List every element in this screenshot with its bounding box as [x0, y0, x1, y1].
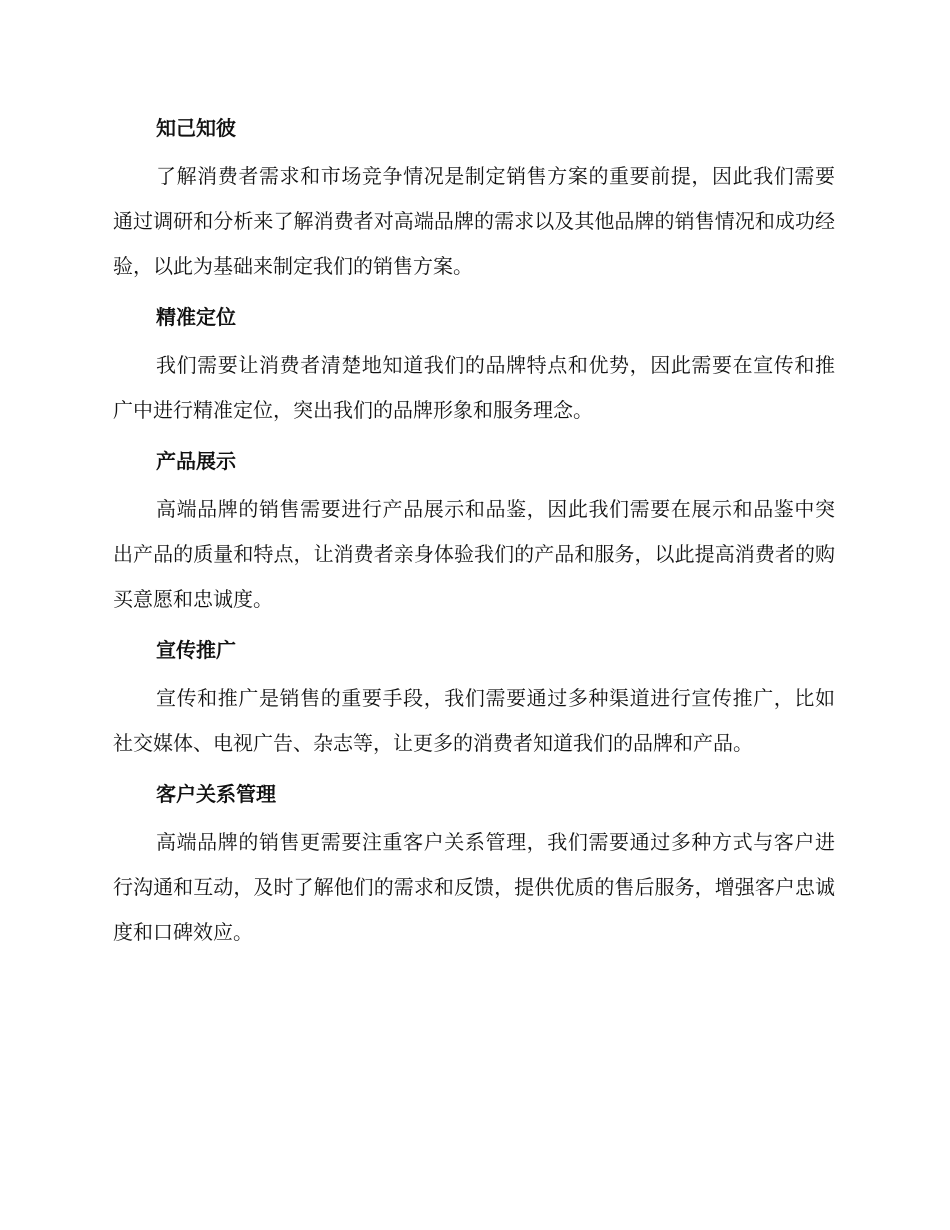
section-paragraph: 我们需要让消费者清楚地知道我们的品牌特点和优势，因此需要在宣传和推广中进行精准定位，突出我们的品牌形象和服务理念。	[113, 353, 835, 422]
section-heading: 知己知彼	[156, 116, 236, 140]
section-paragraph: 宣传和推广是销售的重要手段，我们需要通过多种渠道进行宣传推广，比如社交媒体、电视广告、杂志等，让更多的消费者知道我们的品牌和产品。	[113, 686, 835, 755]
section-heading: 宣传推广	[156, 638, 236, 662]
section-heading: 客户关系管理	[156, 782, 276, 806]
section-heading: 产品展示	[156, 449, 236, 473]
section-paragraph: 了解消费者需求和市场竞争情况是制定销售方案的重要前提，因此我们需要通过调研和分析来了解消费者对高端品牌的需求以及其他品牌的销售情况和成功经验，以此为基础来制定我们的销售方案。	[113, 164, 835, 278]
section-paragraph: 高端品牌的销售需要进行产品展示和品鉴，因此我们需要在展示和品鉴中突出产品的质量和特点，让消费者亲身体验我们的产品和服务，以此提高消费者的购买意愿和忠诚度。	[113, 497, 835, 611]
section-heading: 精准定位	[156, 305, 236, 329]
section-paragraph: 高端品牌的销售更需要注重客户关系管理，我们需要通过多种方式与客户进行沟通和互动，及时了解他们的需求和反馈，提供优质的售后服务，增强客户忠诚度和口碑效应。	[113, 830, 835, 944]
document-page	[113, 110, 835, 965]
